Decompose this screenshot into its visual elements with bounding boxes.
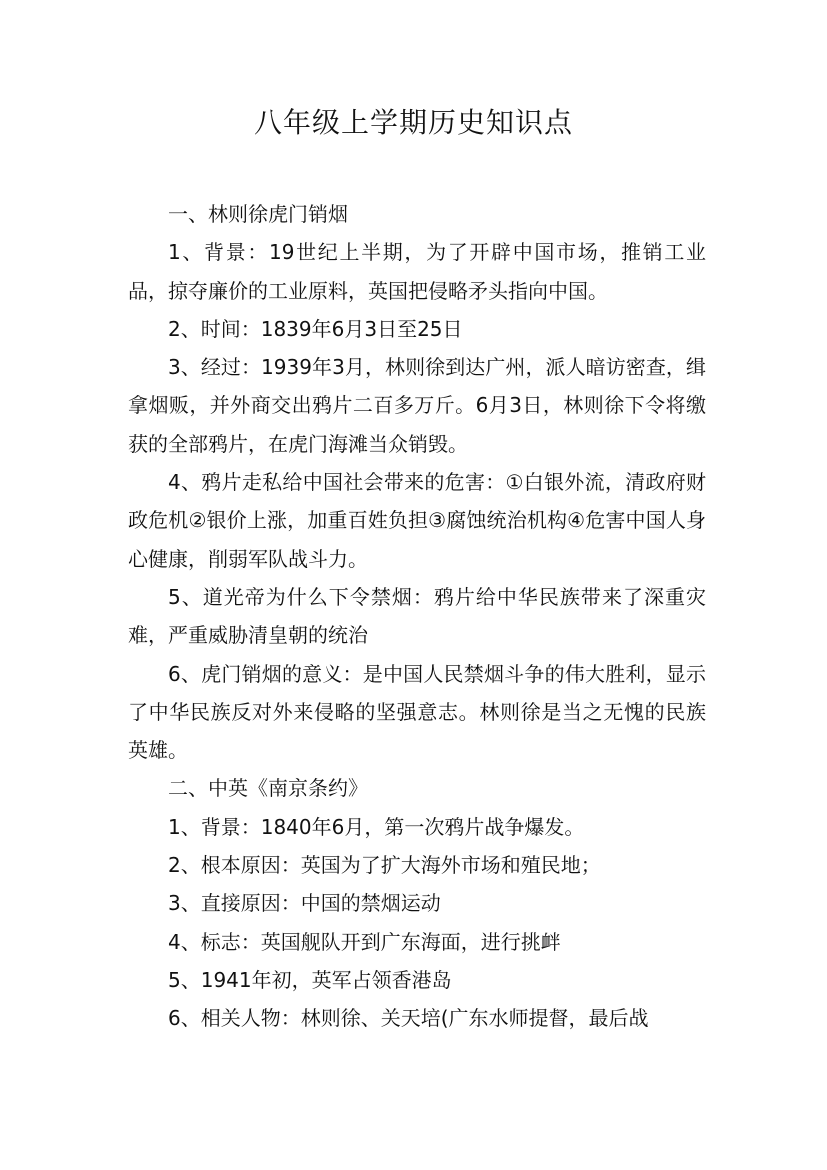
- paragraph-time: 2、时间：1839年6月3日至25日: [168, 316, 463, 341]
- paragraph-harm: 4、鸦片走私给中国社会带来的危害：①白银外流，清政府财政危机②银价上涨，加重百姓负担③腐蚀统治机构④危害中国人身心健康，削弱军队战斗力。: [128, 470, 706, 571]
- paragraph-figures: 6、相关人物：林则徐、关天培(广东水师提督，最后战: [168, 1006, 649, 1031]
- document-body: [128, 195, 706, 1038]
- section-heading-1: 一、林则徐虎门销烟: [168, 202, 348, 226]
- paragraph-war-background: 1、背景：1840年6月，第一次鸦片战争爆发。: [168, 814, 585, 839]
- paragraph-significance: 6、虎门销烟的意义：是中国人民禁烟斗争的伟大胜利，显示了中华民族反对外来侵略的坚强意志。林则徐是当之无愧的民族英雄。: [128, 661, 706, 763]
- paragraph-daoguang: 5、道光帝为什么下令禁烟：鸦片给中华民族带来了深重灾难，严重威胁清皇朝的统治: [128, 584, 706, 648]
- paragraph-hong-kong: 5、1941年初，英军占领香港岛: [168, 967, 452, 992]
- section-heading-2: 二、中英《南京条约》: [168, 776, 368, 801]
- paragraph-background: 1、背景：19世纪上半期，为了开辟中国市场，推销工业品，掠夺廉价的工业原料，英国把侵略矛头指向中国。: [128, 240, 706, 303]
- paragraph-direct-cause: 3、直接原因：中国的禁烟运动: [168, 891, 441, 916]
- paragraph-sign: 4、标志：英国舰队开到广东海面，进行挑衅: [168, 929, 561, 954]
- paragraph-root-cause: 2、根本原因：英国为了扩大海外市场和殖民地；: [168, 853, 601, 878]
- paragraph-process: 3、经过：1939年3月，林则徐到达广州，派人暗访密查，缉拿烟贩，并外商交出鸦片二百多万斤。6月3日，林则徐下令将缴获的全部鸦片，在虎门海滩当众销毁。: [128, 355, 706, 456]
- document-title: 八年级上学期历史知识点: [253, 106, 573, 139]
